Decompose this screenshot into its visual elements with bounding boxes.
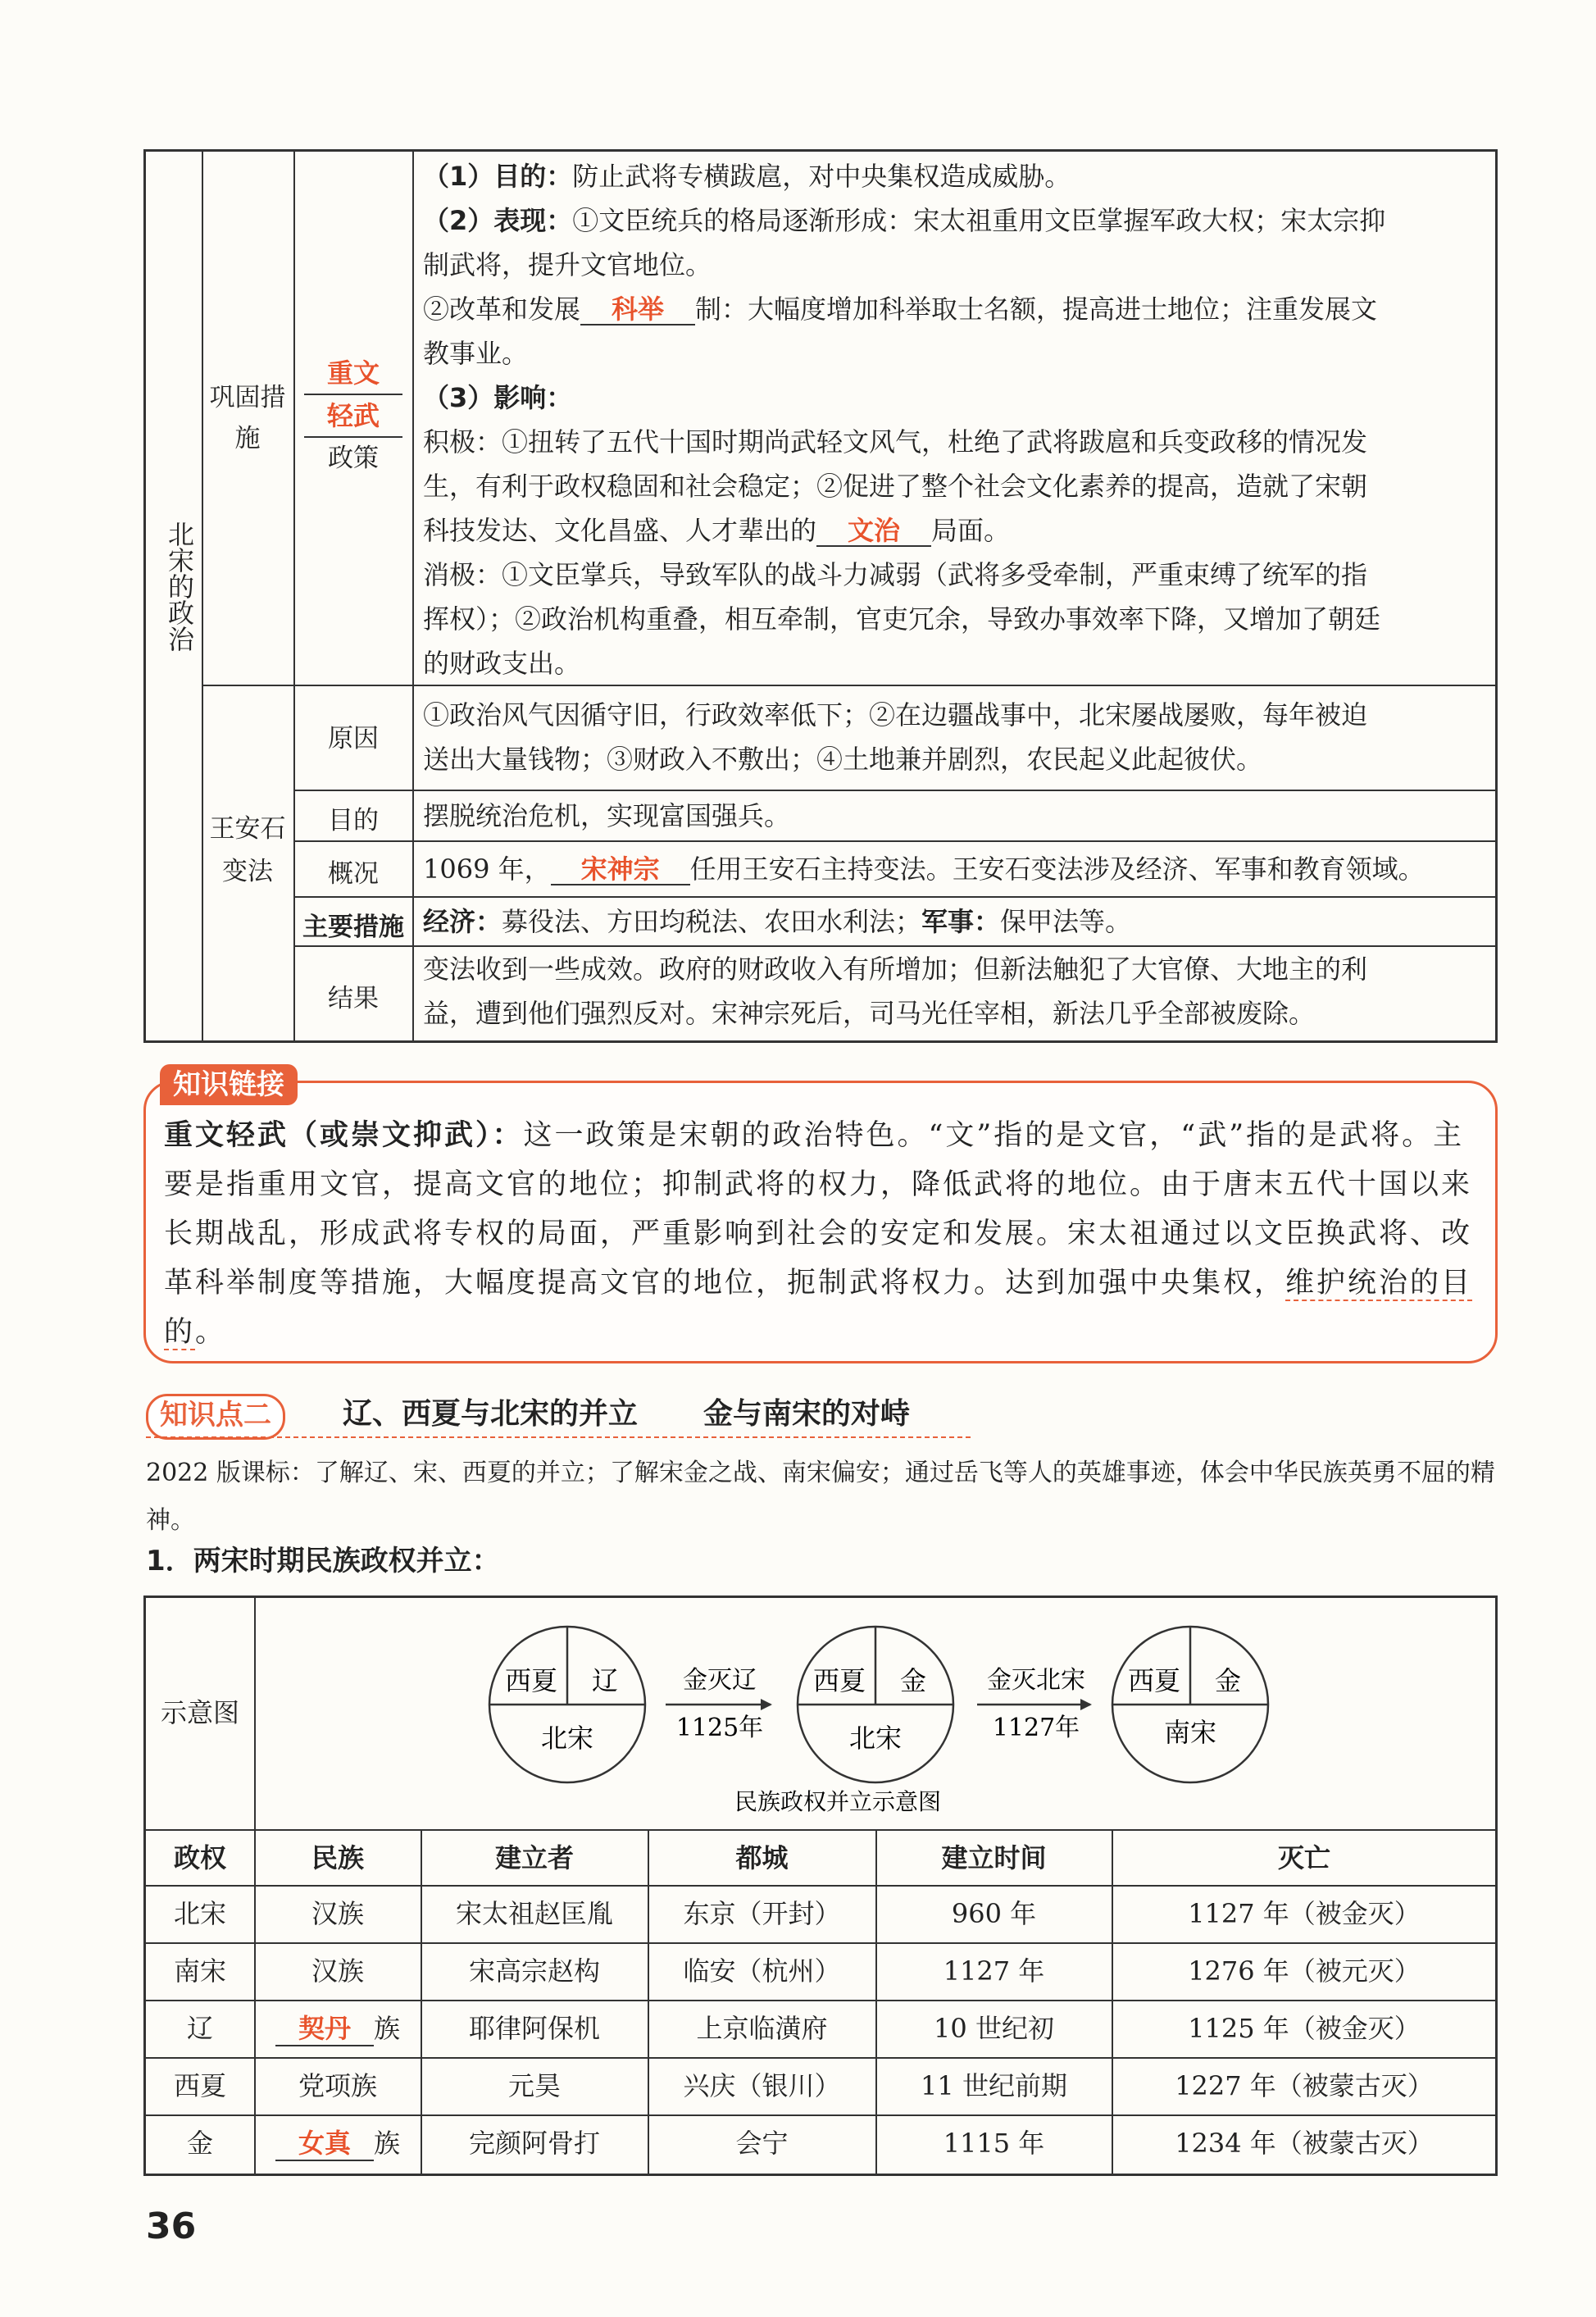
purpose-head: （1）目的：: [423, 161, 573, 192]
header-founder: 建立者: [494, 1842, 574, 1873]
result-text-2: 益，遭到他们强烈反对。宋神宗死后，司马光任宰相，新法几乎全部被废除。: [423, 998, 1316, 1029]
reason-text-2: 送出大量钱物；③财政入不敷出；④土地兼并剧烈，农民起义此起彼伏。: [423, 744, 1263, 775]
consolidate-label: 巩固措施: [209, 383, 286, 453]
section-title-2: 金与南宋的对峙: [703, 1397, 911, 1431]
positive-pre: 科技发达、文化昌盛、人才辈出的: [423, 515, 817, 546]
knowledge-point-tag: 知识点二: [146, 1394, 285, 1440]
military-text: 保甲法等。: [1000, 906, 1132, 937]
header-capital: 都城: [735, 1842, 789, 1873]
manifestation-text-2: 制武将，提升文官地位。: [423, 249, 712, 280]
arrow-2-year: 1127年: [992, 1714, 1080, 1742]
table-row-1-founder: 宋太祖赵匡胤: [455, 1898, 613, 1929]
table-row-3-regime: 辽: [186, 2013, 213, 2044]
section-title-1: 辽、西夏与北宋的并立: [343, 1397, 639, 1431]
circle-2-jin: 金: [899, 1665, 927, 1696]
khitan-answer: 契丹: [275, 2012, 374, 2046]
reason-content: [423, 693, 1489, 781]
table-row-4-founded: 11 世纪前期: [921, 2070, 1067, 2101]
section-divider: [146, 1436, 974, 1438]
jurchen-answer: 女真: [275, 2127, 374, 2161]
table-row-5-regime: 金: [186, 2128, 213, 2159]
curriculum-standard: 2022 版课标：了解辽、宋、西夏的并立；了解宋金之战、南宋偏安；通过岳飞等人的英雄事迹，体会中华民族英勇不屈的精神。: [146, 1459, 1495, 1535]
economy-text: 募役法、方田均税法、农田水利法；: [502, 906, 922, 937]
measures-content: [423, 899, 1489, 944]
policy-suffix: 政策: [328, 444, 379, 473]
jurchen-suffix: 族: [373, 2128, 400, 2159]
circle-1-xixia: 西夏: [504, 1665, 558, 1696]
table-row-4-ethnic: 党项族: [298, 2070, 377, 2101]
table-row-4-fall: 1227 年（被蒙古灭）: [1175, 2070, 1434, 2101]
reform-pre: ②改革和发展: [423, 294, 581, 325]
circle-3-southern-song: 南宋: [1163, 1717, 1217, 1748]
manifestation-text: ①文臣统兵的格局逐渐形成：宋太祖重用文臣掌握军政大权；宋太宗抑: [572, 205, 1386, 236]
policy-cell: [300, 353, 407, 479]
arrow-1-event: 金灭辽: [683, 1666, 757, 1695]
knowledge-link-head: 重文轻武（或崇文抑武）：: [164, 1119, 524, 1152]
manifestation-head: （2）表现：: [423, 205, 573, 236]
table-row-5-capital: 会宁: [735, 2128, 789, 2159]
diagram-caption: 民族政权并立示意图: [734, 1788, 942, 1815]
knowledge-link-body: 这一政策是宋朝的政治特色。“文”指的是文官，“武”指的是武将。主要是指重用文官，提高文官的地位；抑制武将的权力，降低武将的地位。由于唐末五代十国以来长期战乱，形成武将专权的局面，严重影响到社会的安定和发展。宋太祖通过以文臣换武将、改革科举制度等措施，大幅度提高文官的地位，扼制武将权力。达到加强中央集权，: [164, 1119, 1473, 1300]
table-row-2-founded: 1127 年: [943, 1955, 1045, 1987]
reason-label: 原因: [328, 724, 379, 753]
negative-text-2: 挥权）；②政治机构重叠，相互牵制，官吏冗余，导致办事效率下降，又增加了朝廷: [423, 603, 1381, 635]
regimes-table: [143, 1595, 1498, 2176]
consolidate-content: [423, 154, 1489, 685]
header-regime: 政权: [173, 1842, 226, 1873]
keju-answer: 科举: [580, 295, 695, 325]
table-row-2-regime: 南宋: [173, 1955, 226, 1987]
result-text-1: 变法收到一些成效。政府的财政收入有所增加；但新法触犯了大官僚、大地主的利: [423, 954, 1368, 985]
table-row-3-capital: 上京临潢府: [696, 2013, 828, 2044]
header-founded: 建立时间: [941, 1842, 1047, 1873]
arrow-2: [977, 1666, 1092, 1742]
circle-1: [489, 1627, 645, 1782]
regime-diagram: [256, 1598, 1494, 1829]
arrow-1: [666, 1666, 772, 1742]
circle-3-jin: 金: [1214, 1665, 1242, 1696]
section-title: [343, 1394, 910, 1435]
table-row-2-capital: 临安（杭州）: [683, 1955, 841, 1987]
table-row-1-founded: 960 年: [951, 1898, 1037, 1929]
arrow-1-year: 1125年: [675, 1714, 764, 1742]
table-row-1-fall: 1127 年（被金灭）: [1188, 1898, 1421, 1929]
arrow-2-event: 金灭北宋: [987, 1666, 1085, 1695]
header-ethnic: 民族: [311, 1842, 364, 1873]
circle-3-xixia: 西夏: [1127, 1665, 1181, 1696]
military-head: 军事：: [921, 906, 1001, 937]
overview-content: [423, 847, 1489, 891]
positive-text-2: 生，有利于政权稳固和社会稳定；②促进了整个社会文化素养的提高，造就了宋朝: [423, 471, 1368, 502]
policy-answer-2: 轻武: [304, 395, 402, 438]
economy-head: 经济：: [423, 906, 502, 937]
table-row-1-capital: 东京（开封）: [683, 1898, 841, 1929]
result-label: 结果: [328, 984, 379, 1013]
table-row-2-fall: 1276 年（被元灭）: [1188, 1955, 1421, 1987]
overview-label: 概况: [328, 859, 379, 889]
knowledge-link-text: [164, 1111, 1484, 1357]
goal-text: 摆脱统治危机，实现富国强兵。: [423, 800, 791, 831]
negative-text-3: 的财政支出。: [423, 648, 581, 679]
negative-text-1: 消极：①文臣掌兵，导致军队的战斗力减弱（武将多受牵制，严重束缚了统军的指: [423, 559, 1368, 590]
measures-label: 主要措施: [302, 913, 404, 942]
table-row-4-capital: 兴庆（银川）: [683, 2070, 841, 2101]
table-row-3-founded: 10 世纪初: [934, 2013, 1054, 2044]
header-fall: 灭亡: [1277, 1842, 1330, 1873]
subsection-title: 1．两宋时期民族政权并立：: [146, 1545, 500, 1577]
khitan-suffix: 族: [373, 2013, 400, 2044]
circle-3: [1112, 1627, 1268, 1782]
overview-post: 任用王安石主持变法。王安石变法涉及经济、军事和教育领域。: [689, 854, 1425, 885]
table-row-5-founder: 完颜阿骨打: [468, 2128, 600, 2159]
table-row-1-ethnic: 汉族: [311, 1898, 364, 1929]
circle-1-liao: 辽: [591, 1665, 619, 1696]
policy-answer-1: 重文: [304, 353, 402, 395]
politics-table: [143, 149, 1498, 1043]
row-header-northern-song-politics: 北宋的政治: [164, 521, 195, 652]
page-number: 36: [146, 2205, 197, 2247]
diagram-label: 示意图: [160, 1697, 239, 1728]
reform-label: 王安石变法: [209, 814, 286, 886]
table-row-3-fall: 1125 年（被金灭）: [1188, 2013, 1421, 2044]
table-row-5-founded: 1115 年: [943, 2128, 1045, 2159]
purpose-text: 防止武将专横跋扈，对中央集权造成威胁。: [572, 161, 1071, 192]
table-row-5-ethnic: [256, 2114, 420, 2172]
knowledge-link-tag: 知识链接: [160, 1064, 298, 1105]
knowledge-link-end: 。: [195, 1316, 227, 1349]
wenzhi-answer: 文治: [816, 517, 931, 547]
reason-text-1: ①政治风气因循守旧，行政效率低下；②在边疆战事中，北宋屡战屡败，每年被迫: [423, 699, 1368, 731]
influence-head: （3）影响：: [423, 382, 573, 413]
table-row-3-founder: 耶律阿保机: [468, 2013, 600, 2044]
knowledge-link-underlined: 维护统治的目的: [164, 1267, 1473, 1349]
education-text: 教事业。: [423, 338, 529, 369]
table-row-1-regime: 北宋: [173, 1898, 226, 1929]
table-row-4-regime: 西夏: [173, 2070, 226, 2101]
goal-label: 目的: [328, 806, 379, 835]
positive-post: 局面。: [931, 515, 1011, 546]
circle-2-northern-song: 北宋: [848, 1723, 903, 1754]
circle-1-northern-song: 北宋: [540, 1723, 594, 1754]
positive-text-1: 积极：①扭转了五代十国时期尚武轻文风气，杜绝了武将跋扈和兵变政移的情况发: [423, 426, 1368, 457]
circle-2: [798, 1627, 953, 1782]
reform-post: 制：大幅度增加科举取士名额，提高进士地位；注重发展文: [695, 294, 1378, 325]
table-row-2-ethnic: 汉族: [311, 1955, 364, 1987]
table-row-4-founder: 元昊: [507, 2070, 561, 2101]
table-row-5-fall: 1234 年（被蒙古灭）: [1175, 2128, 1434, 2159]
table-row-2-founder: 宋高宗赵构: [468, 1955, 600, 1987]
table-row-3-ethnic: [256, 2000, 420, 2057]
overview-pre: 1069 年，: [423, 854, 551, 885]
result-content: [423, 947, 1489, 1036]
shenzong-answer: 宋神宗: [551, 855, 690, 885]
circle-2-xixia: 西夏: [812, 1665, 866, 1696]
